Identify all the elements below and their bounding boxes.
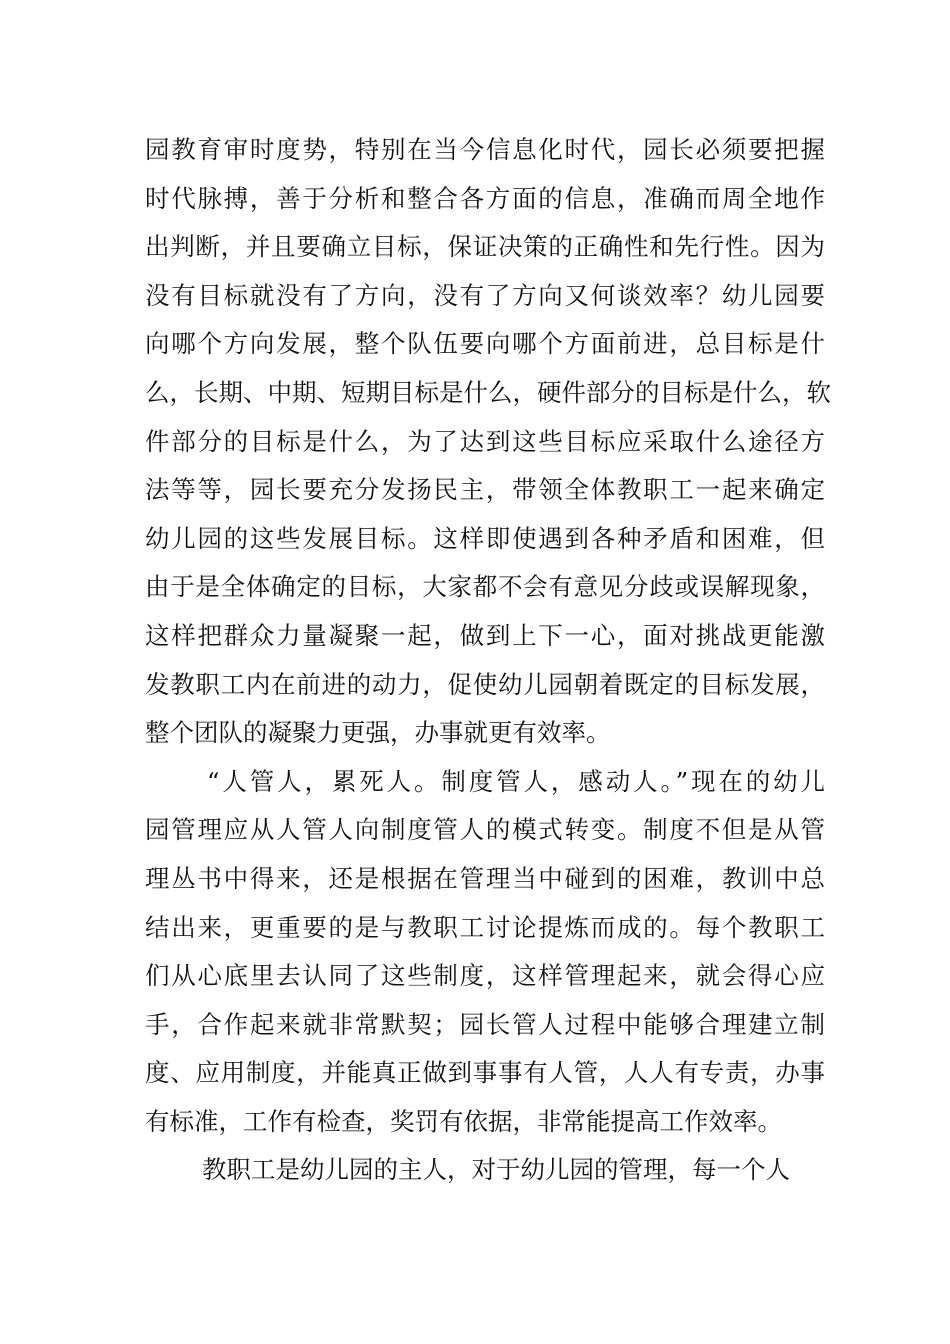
text-line: 向哪个方向发展，整个队伍要向哪个方面前进，总目标是什 bbox=[145, 329, 825, 359]
text-line: 有标准，工作有检查，奖罚有依据，非常能提高工作效率。 bbox=[145, 1106, 782, 1136]
text-line: 时代脉搏，善于分析和整合各方面的信息，准确而周全地作 bbox=[145, 183, 825, 213]
text-line: 结出来，更重要的是与教职工讨论提炼而成的。每个教职工 bbox=[145, 912, 825, 942]
text-line: 们从心底里去认同了这些制度，这样管理起来，就会得心应 bbox=[145, 961, 825, 991]
text-line: “人管人，累死人。制度管人，感动人。”现在的幼儿 bbox=[207, 766, 825, 796]
text-line: 度、应用制度，并能真正做到事事有人管，人人有专责，办事 bbox=[145, 1058, 825, 1088]
body-text bbox=[145, 126, 831, 1195]
text-line: 由于是全体确定的目标，大家都不会有意见分歧或误解现象， bbox=[145, 572, 825, 602]
text-line: 理丛书中得来，还是根据在管理当中碰到的困难，教训中总 bbox=[145, 863, 825, 893]
text-line: 园教育审时度势，特别在当今信息化时代，园长必须要把握 bbox=[145, 135, 825, 164]
text-line: 法等等，园长要充分发扬民主，带领全体教职工一起来确定 bbox=[145, 475, 825, 505]
text-line: 发教职工内在前进的动力，促使幼儿园朝着既定的目标发展， bbox=[145, 669, 825, 699]
text-line: 园管理应从人管人向制度管人的模式转变。制度不但是从管 bbox=[145, 815, 825, 845]
text-line: 这样把群众力量凝聚一起，做到上下一心，面对挑战更能激 bbox=[145, 620, 825, 650]
text-line: 么，长期、中期、短期目标是什么，硬件部分的目标是什么，软 bbox=[145, 377, 831, 407]
text-line: 没有目标就没有了方向，没有了方向又何谈效率？幼儿园要 bbox=[145, 280, 825, 310]
text-line: 手，合作起来就非常默契；园长管人过程中能够合理建立制 bbox=[145, 1009, 825, 1039]
text-line: 幼儿园的这些发展目标。这样即使遇到各种矛盾和困难，但 bbox=[145, 523, 825, 553]
text-line: 件部分的目标是什么，为了达到这些目标应采取什么途径方 bbox=[145, 426, 825, 456]
text-line: 教职工是幼儿园的主人，对于幼儿园的管理，每一个人 bbox=[202, 1155, 790, 1185]
text-line: 整个团队的凝聚力更强，办事就更有效率。 bbox=[145, 718, 611, 748]
text-line: 出判断，并且要确立目标，保证决策的正确性和先行性。因为 bbox=[145, 232, 825, 262]
